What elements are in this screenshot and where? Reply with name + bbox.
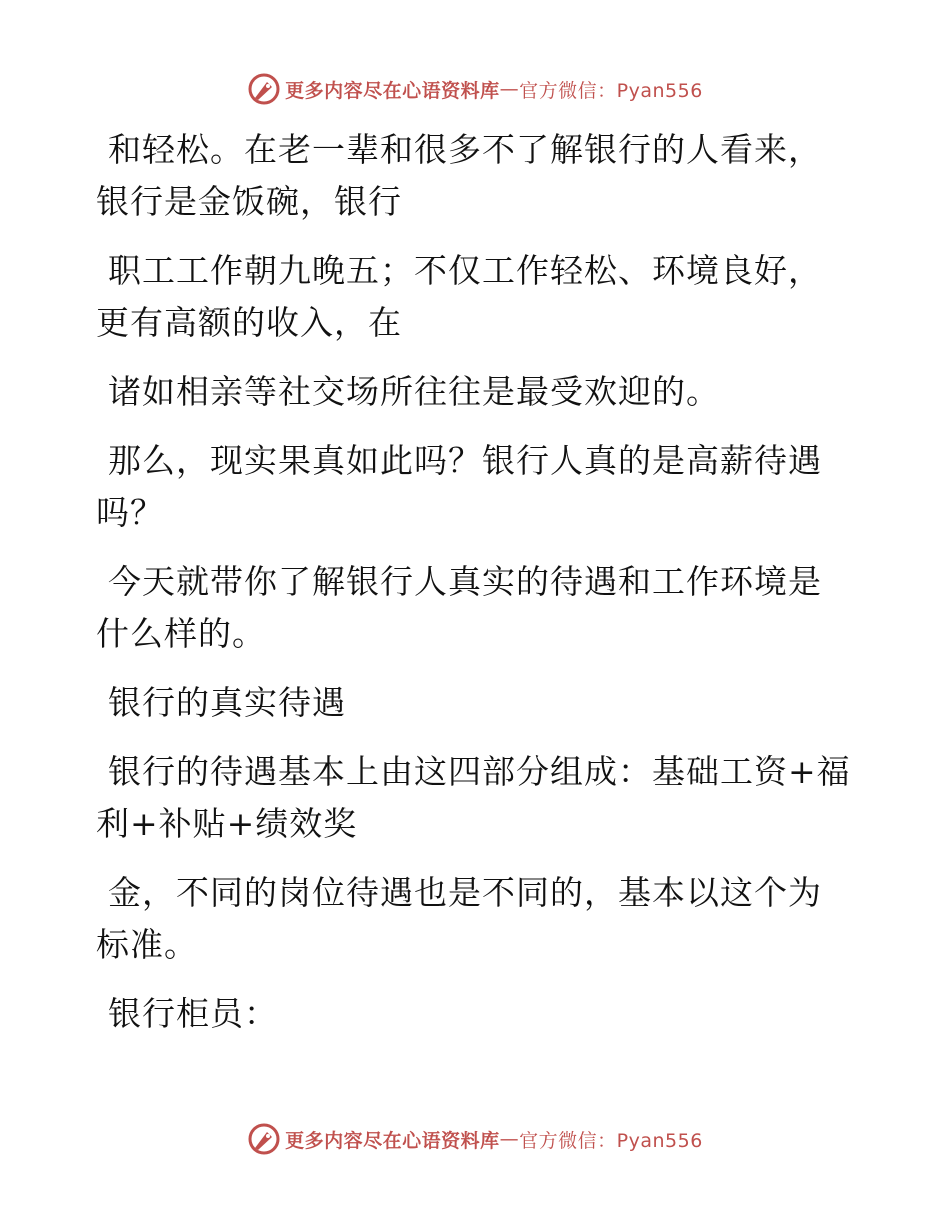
watermark-separator: —	[499, 78, 520, 100]
paragraph-line: 和轻松。在老一辈和很多不了解银行的人看来，	[108, 130, 822, 169]
footer-watermark	[0, 1122, 950, 1156]
paragraph-line: 诸如相亲等社交场所往往是最受欢迎的。	[108, 372, 720, 411]
paragraph-line: 银行是金饭碗，银行	[96, 182, 402, 221]
watermark-separator: —	[499, 1128, 520, 1150]
paragraph-line: 标准。	[96, 925, 198, 964]
watermark-main-text: 更多内容尽在心语资料库	[285, 1129, 500, 1152]
paragraph-line: 职工工作朝九晚五；不仅工作轻松、环境良好，	[108, 251, 822, 290]
section-heading: 银行柜员：	[108, 994, 278, 1033]
section-heading: 银行的真实待遇	[108, 683, 346, 722]
paragraph-line: 更有高额的收入，在	[96, 303, 402, 342]
pen-nib-logo-icon	[247, 1122, 281, 1156]
header-watermark	[0, 72, 950, 106]
watermark-sub-text: 官方微信：Pyan556	[519, 1129, 703, 1152]
paragraph-line: 吗？	[96, 493, 164, 532]
document-body	[96, 118, 856, 1051]
paragraph-line: 金，不同的岗位待遇也是不同的，基本以这个为	[108, 873, 822, 912]
pen-nib-logo-icon	[247, 72, 281, 106]
paragraph-line: 什么样的。	[96, 614, 266, 653]
watermark-main-text: 更多内容尽在心语资料库	[285, 79, 500, 102]
paragraph-line: 银行的待遇基本上由这四部分组成：基础工资+福	[108, 752, 851, 791]
watermark-sub-text: 官方微信：Pyan556	[519, 79, 703, 102]
paragraph-line: 那么，现实果真如此吗？银行人真的是高薪待遇	[108, 441, 822, 480]
paragraph-line: 利+补贴+绩效奖	[96, 804, 358, 843]
paragraph-line: 今天就带你了解银行人真实的待遇和工作环境是	[108, 562, 822, 601]
